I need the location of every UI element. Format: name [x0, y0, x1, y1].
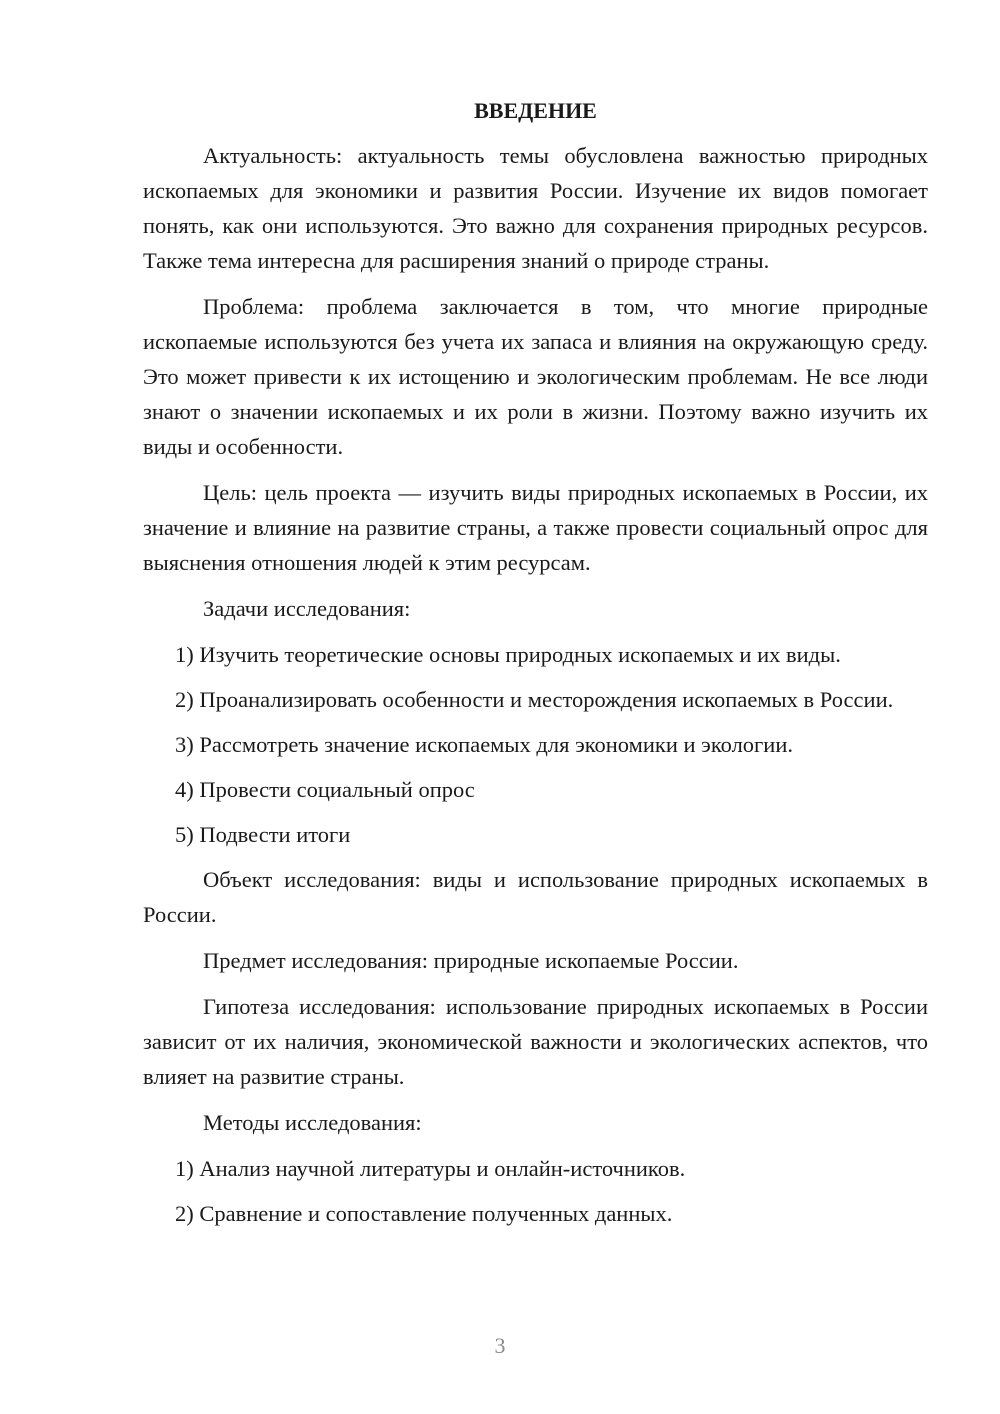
task-item: 1) Изучить теоретические основы природных ископаемых и их виды. [175, 642, 841, 667]
task-item: 2) Проанализировать особенности и месторождения ископаемых в России. [175, 687, 894, 712]
section-title: ВВЕДЕНИЕ [474, 98, 597, 123]
goal-paragraph: Цель: цель проекта — изучить виды природных ископаемых в России, их значение и влияние на развитие страны, а также провести социальный опрос для выяснения отношения людей к этим ресурсам. [143, 480, 928, 575]
problem-paragraph: Проблема: проблема заключается в том, что многие природные ископаемые используются без учета их запаса и влияния на окружающую среду. Это может привести к их истощению и экологическим проблемам. Не все люди знают о значении ископаемых и их роли в жизни. Поэтому важно изучить их виды и особенности. [143, 294, 928, 459]
methods-heading: Методы исследования: [203, 1110, 422, 1135]
method-item: 2) Сравнение и сопоставление полученных данных. [175, 1201, 673, 1226]
task-item: 5) Подвести итоги [175, 822, 351, 847]
task-item: 4) Провести социальный опрос [175, 777, 475, 802]
subject-paragraph: Предмет исследования: природные ископаемые России. [203, 948, 739, 973]
task-item: 3) Рассмотреть значение ископаемых для экономики и экологии. [175, 732, 793, 757]
hypothesis-paragraph: Гипотеза исследования: использование природных ископаемых в России зависит от их наличия, экономической важности и экологических аспектов, что влияет на развитие страны. [143, 994, 928, 1089]
method-item: 1) Анализ научной литературы и онлайн-источников. [175, 1156, 686, 1181]
page-number: 3 [494, 1333, 506, 1358]
document-page [143, 96, 928, 1241]
tasks-heading: Задачи исследования: [203, 596, 411, 621]
object-paragraph: Объект исследования: виды и использование природных ископаемых в России. [143, 867, 928, 927]
relevance-paragraph: Актуальность: актуальность темы обусловлена важностью природных ископаемых для экономики и развития России. Изучение их видов помогает понять, как они используются. Это важно для сохранения природных ресурсов. Также тема интересна для расширения знаний о природе страны. [143, 143, 928, 273]
